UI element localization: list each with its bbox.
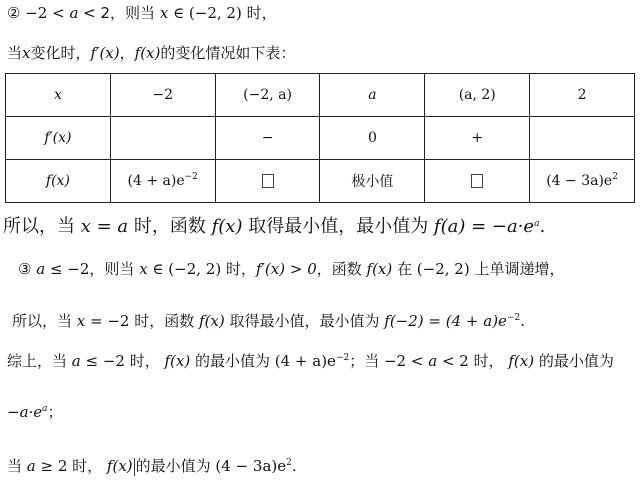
case-number: ③ (18, 260, 32, 278)
line-table-intro: 当x变化时，f′(x)，f(x)的变化情况如下表： (7, 44, 296, 62)
table-cell (215, 160, 320, 203)
case-number: ② (7, 4, 21, 22)
table-cell (530, 117, 635, 160)
table-cell: 2 (530, 74, 635, 117)
line-summary-final: 当 a ≥ 2 时， f(x) 的最小值为 $(4 - 3a)e^2$. (7, 457, 297, 475)
missing-glyph-icon (262, 174, 274, 188)
line-case-2: ② −2 < a < 2，则当 x ∈ (−2, 2) 时， (7, 4, 277, 22)
line-conclusion-case-2: 所以，当 x = a 时，函数 f(x) 取得最小值，最小值为 $f(a) = -a\cdot e^a$. (3, 216, 546, 237)
table-row-derivative (6, 117, 635, 160)
table-cell: $(4 + a)e^{-2}$ (110, 160, 215, 203)
variation-table (5, 73, 635, 203)
table-cell (425, 160, 530, 203)
line-summary: 综上，当 a ≤ −2 时， f(x) 的最小值为 $(4 + a)e^{-2}$；当 −2 < a < 2 时， f(x) 的最小值为 (7, 352, 614, 370)
table-cell: f(x) (6, 160, 111, 203)
table-cell: (a, 2) (425, 74, 530, 117)
table-cell: (−2, a) (215, 74, 320, 117)
table-row-x (6, 74, 635, 117)
line-summary-continued: $-a\cdot e^a$； (7, 403, 63, 421)
table-cell (110, 117, 215, 160)
table-cell: 0 (320, 117, 425, 160)
table-cell: 极小值 (320, 160, 425, 203)
table-cell: −2 (110, 74, 215, 117)
table-cell: x (6, 74, 111, 117)
text-cursor (134, 458, 135, 476)
table-cell: $(4 - 3a)e^2$ (530, 160, 635, 203)
table-cell: + (425, 117, 530, 160)
table-row-function (6, 160, 635, 203)
line-conclusion-case-3: 所以，当 x = −2 时，函数 f(x) 取得最小值，最小值为 $f(-2) = (4 + a)e^{-2}$. (12, 312, 525, 330)
line-case-3: ③ a ≤ −2，则当 x ∈ (−2, 2) 时，f′(x) > 0，函数 f(x) 在 (−2, 2) 上单调递增， (18, 260, 565, 278)
table-cell: − (215, 117, 320, 160)
table-cell: a (320, 74, 425, 117)
missing-glyph-icon (471, 174, 483, 188)
table-cell: f′(x) (6, 117, 111, 160)
